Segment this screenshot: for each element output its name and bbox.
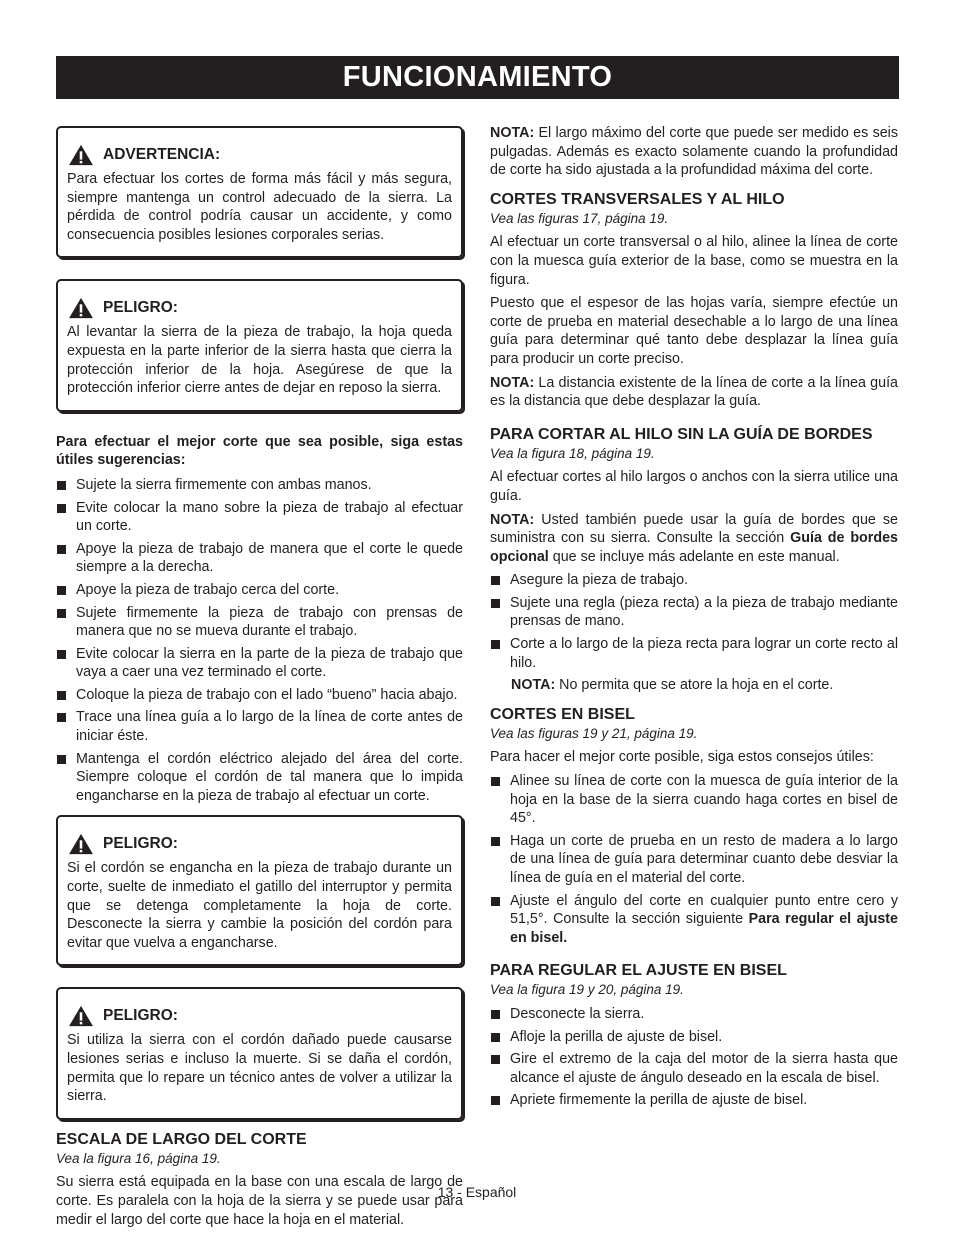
section-heading: PARA CORTAR AL HILO SIN LA GUÍA DE BORDES — [490, 425, 873, 443]
list-item: Gire el extremo de la caja del motor de la sierra hasta que alcance el ajuste de ángulo deseado en la escala de bisel. — [490, 1050, 898, 1087]
warning-triangle-icon — [67, 144, 95, 166]
danger-body: Al levantar la sierra de la pieza de trabajo, la hoja queda expuesta en la parte inferior de la sierra hasta que cierra la protección inferior de la hoja. Asegúrese de que la protección inferior cierre antes de dejar en reposo la sierra. — [67, 324, 452, 397]
bullet-icon — [57, 586, 66, 595]
danger-body: Si el cordón se engancha en la pieza de trabajo durante un corte, suelte de inmediato el gatillo del interruptor y permita que se detenga completamente la hoja de corte. Desconecte la sierra y cambie la posición del cordón para evitar que vuelva a engancharse. — [67, 860, 452, 951]
tips-lead: Para efectuar el mejor corte que sea posible, siga estas útiles sugerencias: — [56, 433, 463, 469]
warning-triangle-icon — [67, 833, 95, 855]
paragraph: Puesto que el espesor de las hojas varía, siempre efectúe un corte de prueba en material desechable a lo largo de una línea guía para determinar qué tanto debe desplazar la línea guía para producir un corte preciso. — [490, 295, 898, 367]
note-paragraph: NOTA: El largo máximo del corte que puede ser medido es seis pulgadas. Además es exacto solamente cuando la profundidad de corte ha sido ajustada a la profundidad máxima del corte. — [490, 125, 898, 179]
figure-reference: Vea las figuras 17, página 19. — [490, 210, 669, 226]
tips-list — [490, 772, 898, 947]
bullet-icon — [491, 837, 500, 846]
bullet-icon — [491, 1010, 500, 1019]
note-paragraph: NOTA: Usted también puede usar la guía de bordes que se suministra con su sierra. Consulte la sección Guía de bordes opcional que se incluye más adelante en este manual. — [490, 511, 898, 565]
list-item: Trace una línea guía a lo largo de la línea de corte antes de iniciar éste. — [56, 708, 463, 745]
figure-reference: Vea la figura 16, página 19. — [56, 1150, 221, 1166]
section-heading: CORTES TRANSVERSALES Y AL HILO — [490, 190, 785, 208]
list-item: Mantenga el cordón eléctrico alejado del área del corte. Siempre coloque el cordón de tal manera que lo impida engancharse en la pieza de trabajo al efectuar un corte. — [56, 750, 463, 806]
section-heading: CORTES EN BISEL — [490, 705, 635, 723]
danger-title: PELIGRO: — [103, 1007, 178, 1025]
paragraph: Al efectuar un corte transversal o al hilo, alinee la línea de corte con la muesca guía exterior de la base, como se muestra en la figura. — [490, 234, 898, 288]
bullet-icon — [491, 599, 500, 608]
warning-triangle-icon — [67, 297, 95, 319]
list-item: Sujete una regla (pieza recta) a la pieza de trabajo mediante prensas de mano. — [490, 594, 898, 631]
warning-triangle-icon — [67, 1005, 95, 1027]
bullet-icon — [57, 481, 66, 490]
page-title: FUNCIONAMIENTO — [56, 56, 899, 99]
list-item: Sujete firmemente la pieza de trabajo con prensas de manera que no se mueva durante el trabajo. — [56, 604, 463, 641]
bullet-icon — [491, 777, 500, 786]
bullet-icon — [57, 713, 66, 722]
tips-list — [56, 476, 463, 806]
bullet-icon — [491, 1055, 500, 1064]
bullet-icon — [57, 691, 66, 700]
danger-box-cord-snag — [56, 815, 463, 966]
paragraph: Para hacer el mejor corte posible, siga estos consejos útiles: — [490, 749, 874, 766]
figure-reference: Vea las figuras 19 y 21, página 19. — [490, 725, 698, 741]
section-heading: PARA REGULAR EL AJUSTE EN BISEL — [490, 962, 787, 980]
warning-title: ADVERTENCIA: — [103, 145, 221, 163]
list-item: Desconecte la sierra. — [490, 1005, 898, 1024]
bullet-icon — [491, 640, 500, 649]
list-item: Alinee su línea de corte con la muesca de guía interior de la hoja en la base de la sierra cuando haga cortes en bisel de 45°. — [490, 772, 898, 828]
paragraph: Al efectuar cortes al hilo largos o anchos con la sierra utilice una guía. — [490, 469, 898, 504]
bullet-icon — [491, 1096, 500, 1105]
list-item: Apoye la pieza de trabajo de manera que el corte le quede siempre a la derecha. — [56, 540, 463, 577]
left-column — [56, 126, 463, 1234]
danger-box-blade — [56, 279, 463, 411]
warning-box — [56, 126, 463, 258]
list-item: Evite colocar la mano sobre la pieza de trabajo al efectuar un corte. — [56, 499, 463, 536]
list-item: Afloje la perilla de ajuste de bisel. — [490, 1028, 898, 1047]
bullet-icon — [57, 755, 66, 764]
danger-title: PELIGRO: — [103, 835, 178, 853]
bullet-icon — [57, 545, 66, 554]
list-item: Apoye la pieza de trabajo cerca del corte. — [56, 581, 463, 600]
list-item: Corte a lo largo de la pieza recta para lograr un corte recto al hilo. — [490, 635, 898, 672]
paragraph: Su sierra está equipada en la base con una escala de largo de corte. Es paralela con la hoja de la sierra y se puede usar para medir el largo del corte que hace la hoja en el material. — [56, 1174, 463, 1228]
note-paragraph: NOTA: La distancia existente de la línea de corte a la línea guía es la distancia que debe desplazar la guía. — [490, 374, 898, 410]
danger-body: Si utiliza la sierra con el cordón dañado puede causarse lesiones serias e incluso la muerte. Si se daña el cordón, permita que lo repare un técnico antes de volver a utilizar la sierra. — [67, 1032, 452, 1105]
note-paragraph: NOTA: No permita que se atore la hoja en el corte. — [511, 677, 834, 694]
figure-reference: Vea la figura 19 y 20, página 19. — [490, 982, 684, 998]
danger-box-damaged-cord — [56, 987, 463, 1119]
list-item: Ajuste el ángulo del corte en cualquier punto entre cero y 51,5°. Consulte la sección siguiente Para regular el ajuste en bisel. — [490, 892, 898, 948]
list-item: Sujete la sierra firmemente con ambas manos. — [56, 476, 463, 495]
list-item: Coloque la pieza de trabajo con el lado “bueno” hacia abajo. — [56, 686, 463, 705]
steps-list — [490, 571, 898, 672]
list-item: Apriete firmemente la perilla de ajuste de bisel. — [490, 1091, 898, 1110]
bullet-icon — [57, 504, 66, 513]
bullet-icon — [57, 609, 66, 618]
list-item: Asegure la pieza de trabajo. — [490, 571, 898, 590]
steps-list — [490, 1005, 898, 1110]
list-item: Evite colocar la sierra en la parte de la pieza de trabajo que vaya a caer una vez terminado el corte. — [56, 645, 463, 682]
danger-title: PELIGRO: — [103, 299, 178, 317]
bullet-icon — [57, 650, 66, 659]
page-number: 13 - Español — [437, 1184, 517, 1200]
right-column — [490, 124, 898, 1114]
bullet-icon — [491, 1033, 500, 1042]
figure-reference: Vea la figura 18, página 19. — [490, 445, 655, 461]
warning-body: Para efectuar los cortes de forma más fácil y más segura, siempre mantenga un control adecuado de la sierra. La pérdida de control podría causar un accidente, y como consecuencia posibles lesiones corporales serias. — [67, 171, 452, 243]
list-item: Haga un corte de prueba en un resto de madera a lo largo de una línea de guía para determinar cuanto debe desviar la línea de guía en el material del corte. — [490, 832, 898, 888]
bullet-icon — [491, 576, 500, 585]
bullet-icon — [491, 897, 500, 906]
section-heading: ESCALA DE LARGO DEL CORTE — [56, 1130, 307, 1148]
